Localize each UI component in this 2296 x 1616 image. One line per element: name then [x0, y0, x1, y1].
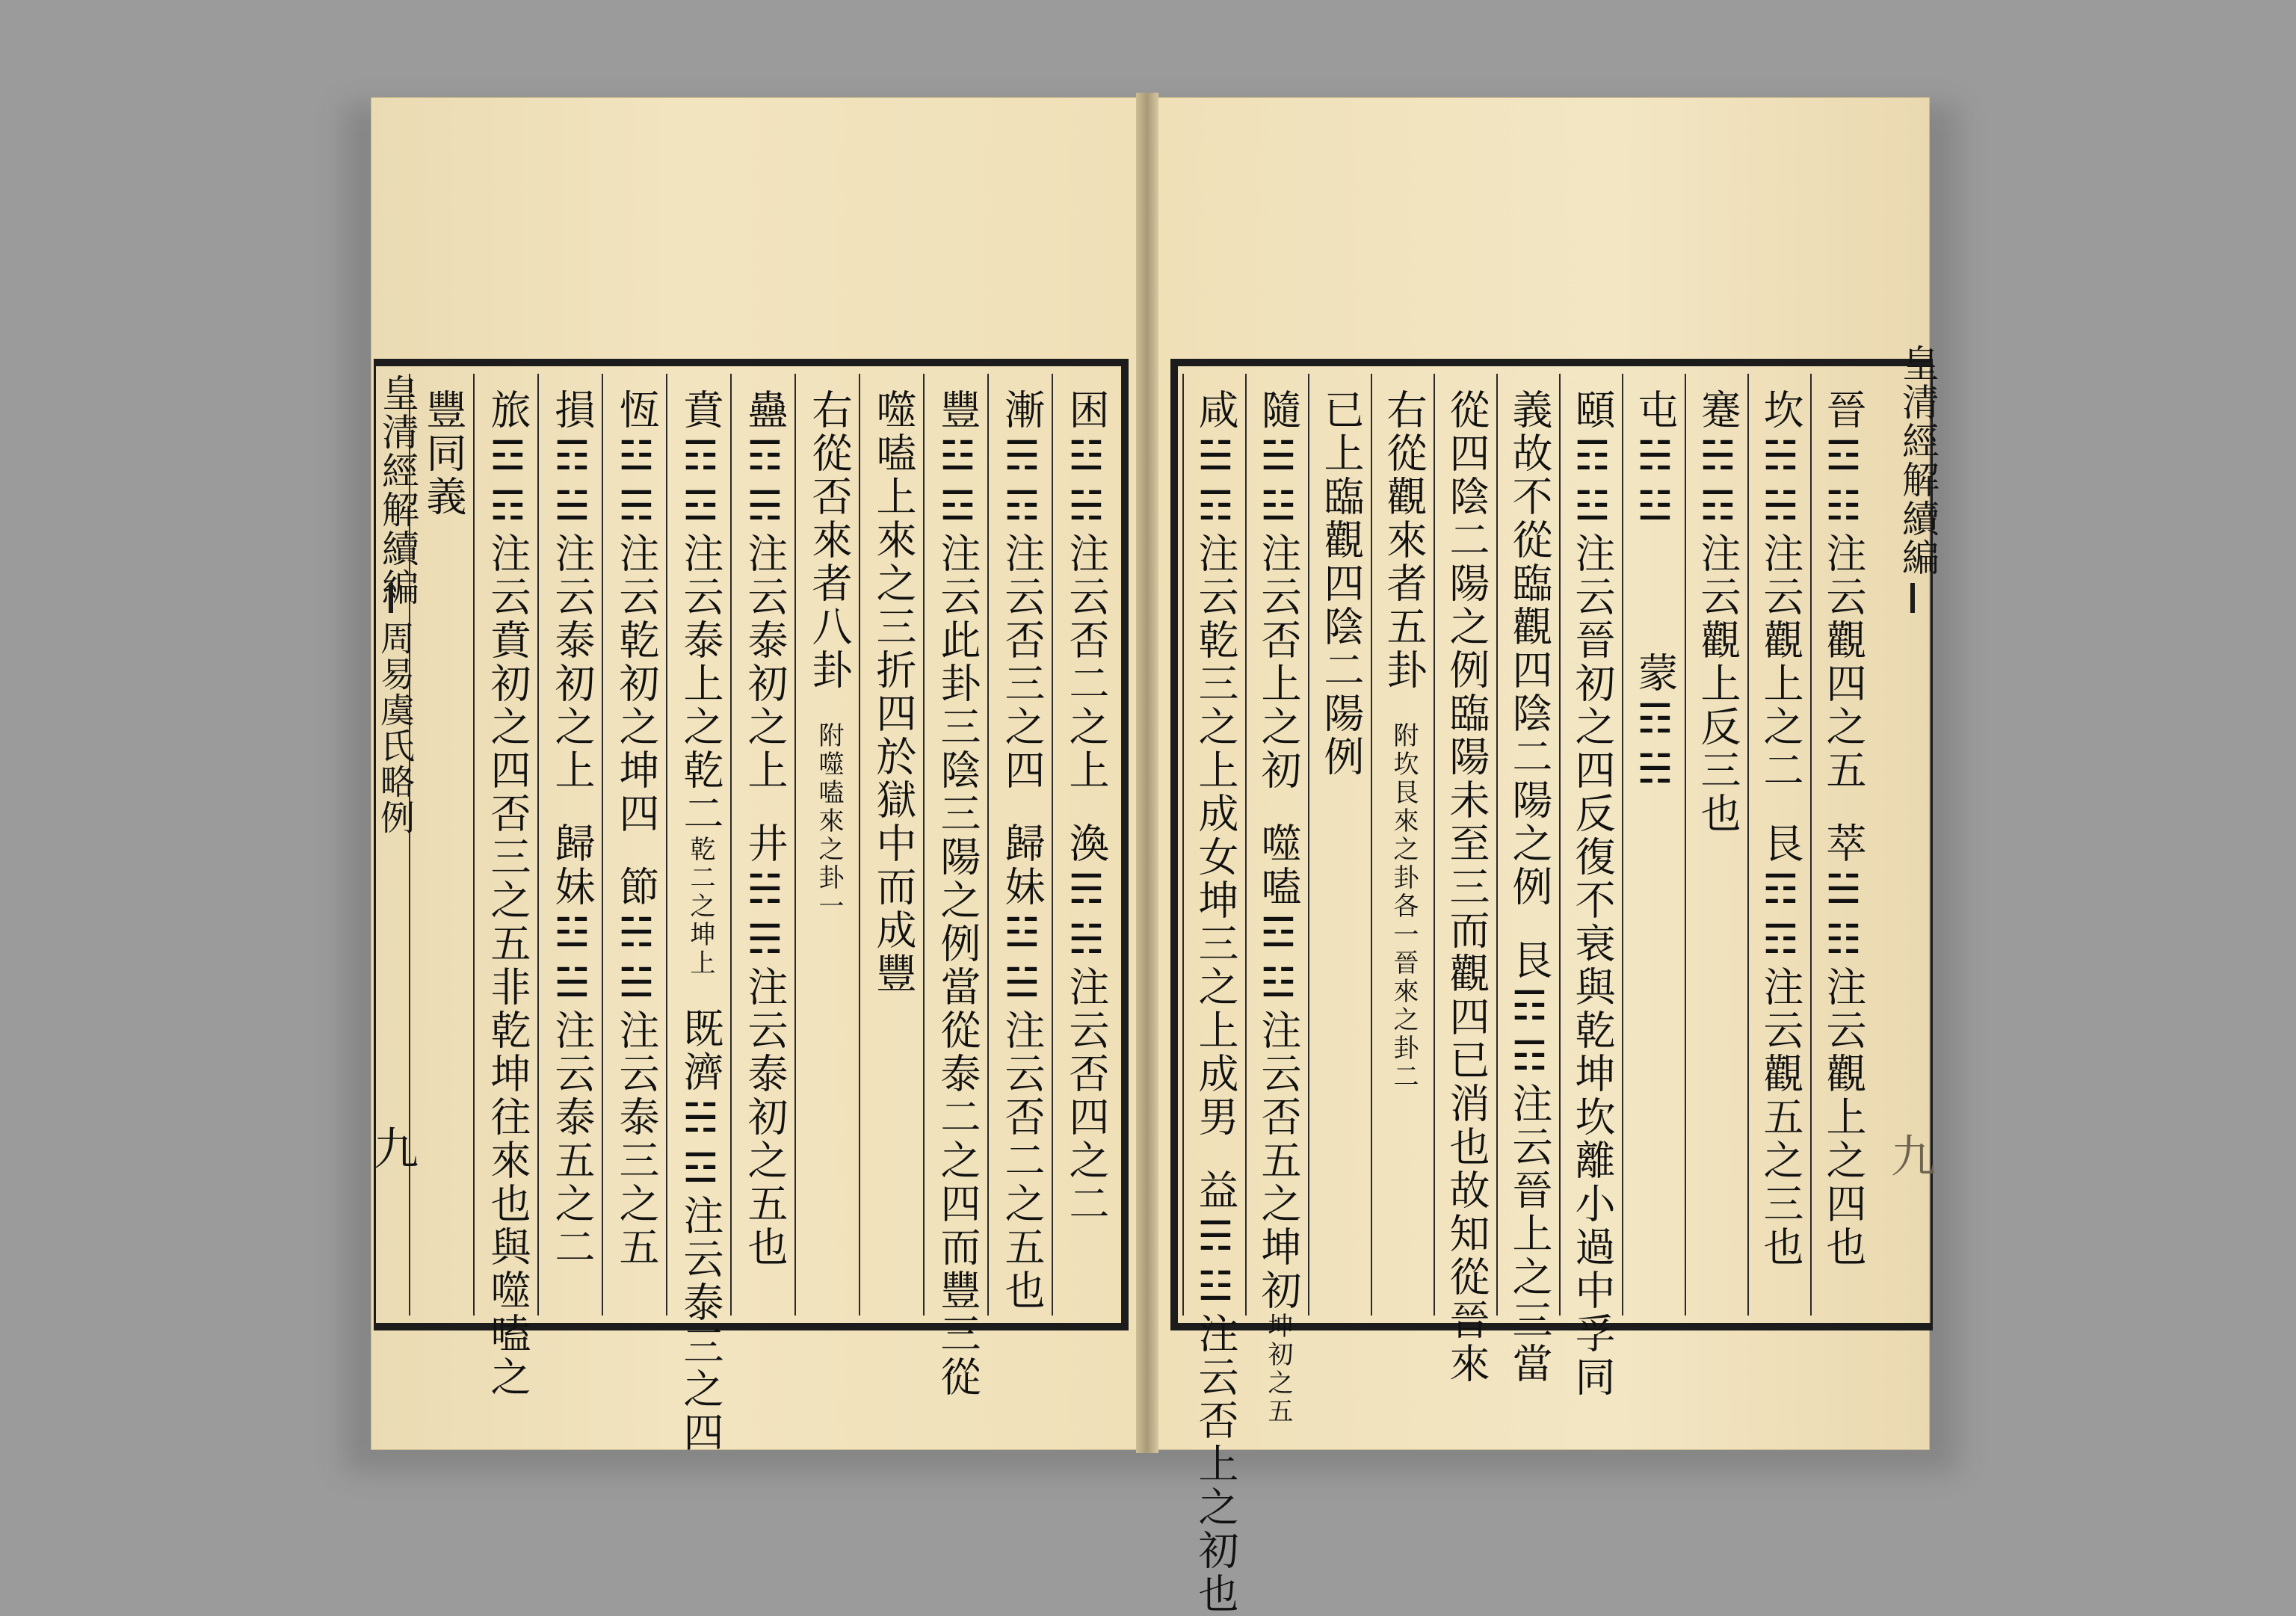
book-gutter [1136, 93, 1158, 1453]
column-text: 從四陰二陽之例臨陽未至三而觀四已消也故知從晉來 [1443, 389, 1490, 1386]
column-2 [1747, 374, 1810, 1316]
fishtail-mark [1910, 583, 1915, 613]
column-text-lower: 節☵☱注云泰三之五 [613, 866, 660, 1269]
column-4 [1622, 374, 1685, 1316]
column-text: 噬嗑上來之三折四於獄中而成豐 [870, 389, 917, 996]
column-text: 右從否來者八卦 [806, 389, 853, 692]
column-text: 賁☶☲注云泰上之乾二 [677, 389, 724, 836]
column-8 [602, 374, 666, 1316]
column-text: 損☶☱注云泰初之上 [549, 389, 596, 792]
left-margin-subtitle: 周易虞氏略例 [375, 620, 416, 836]
column-8 [1371, 374, 1434, 1316]
column-5 [794, 374, 859, 1316]
column-1 [1810, 374, 1873, 1316]
column-text-lower: 井☵☴注云泰初之五也 [741, 822, 789, 1269]
column-5 [1559, 374, 1622, 1399]
column-note: 坤初之五 [1263, 1313, 1293, 1426]
column-text: 坎☵☵注云觀上之二 [1757, 389, 1804, 792]
column-6 [730, 374, 794, 1316]
column-note: 乾二之坤上 [685, 836, 715, 978]
column-text-lower: 蒙☶☵ [1632, 652, 1679, 795]
column-note: 附噬嗑來之卦一 [814, 722, 844, 921]
column-text: 豐同義 [420, 389, 467, 519]
column-4 [859, 374, 923, 1316]
column-9 [1308, 374, 1371, 1316]
column-text: 頤☶☳注云晉初之四反復不衰與乾坤坎離小過中孚同 [1569, 389, 1616, 1399]
column-text: 屯☵☳ [1632, 389, 1679, 532]
column-10 [473, 374, 537, 1399]
column-text-lower: 萃☱☷注云觀上之四也 [1820, 822, 1867, 1269]
column-note: 附坎艮來之卦各一晉來之卦二 [1389, 722, 1419, 1091]
column-text-lower: 噬嗑☲☳注云否五之坤初 [1255, 822, 1302, 1313]
column-text-lower: 艮☶☶注云觀五之三也 [1757, 822, 1804, 1269]
column-2 [987, 374, 1052, 1316]
column-text: 晉☲☷注云觀四之五 [1820, 389, 1867, 792]
column-text: 恆☳☴注云乾初之坤四 [613, 389, 660, 836]
column-text: 咸☱☶注云乾三之上成女坤三之上成男 [1192, 389, 1239, 1139]
fishtail-mark [389, 583, 393, 613]
column-3 [1685, 374, 1747, 1316]
right-page-number: 九 [1891, 1131, 1936, 1183]
column-text: 蠱☶☴注云泰初之上 [741, 389, 789, 792]
left-margin-title: 皇清經解續編 [376, 374, 419, 607]
column-1 [1052, 374, 1116, 1316]
column-text: 蹇☵☶注云觀上反三也 [1694, 389, 1741, 836]
right-text-frame [1170, 359, 1933, 1616]
column-11 [1182, 374, 1245, 1616]
column-7 [666, 374, 730, 1455]
column-text: 右從觀來者五卦 [1380, 389, 1428, 692]
column-3 [923, 374, 987, 1399]
column-text-lower: 艮☶☶注云晉上之三當 [1506, 939, 1553, 1386]
column-text: 旅☲☶注云賁初之四否三之五非乾坤往來也與噬嗑之 [484, 389, 531, 1399]
left-page-number: 九 [374, 1123, 419, 1176]
right-margin-title: 皇清經解續編 [1896, 344, 1939, 577]
column-text: 漸☴☶注云否三之四 [999, 389, 1046, 792]
column-text: 豐☳☲注云此卦三陰三陽之例當從泰二之四而豐三從 [934, 389, 981, 1399]
column-text-lower: 歸妹☳☱注云否二之五也 [999, 822, 1046, 1313]
column-text: 已上臨觀四陰二陽例 [1318, 389, 1365, 779]
column-7 [1434, 374, 1496, 1386]
column-text-lower: 益☴☳注云否上之初也 [1192, 1169, 1239, 1616]
column-text-lower: 渙☴☵注云否四之二 [1063, 822, 1110, 1226]
column-text: 義故不從臨觀四陰二陽之例 [1506, 389, 1553, 909]
column-6 [1496, 374, 1559, 1386]
column-text-lower: 歸妹☳☱注云泰五之二 [549, 822, 596, 1269]
column-text-lower: 既濟☵☲注云泰三之四 [677, 1008, 724, 1455]
column-10 [1245, 374, 1308, 1426]
column-text: 隨☱☳注云否上之初 [1255, 389, 1302, 792]
column-9 [537, 374, 602, 1316]
left-text-frame [374, 359, 1129, 1455]
column-text: 困☳☵注云否二之上 [1063, 389, 1110, 792]
